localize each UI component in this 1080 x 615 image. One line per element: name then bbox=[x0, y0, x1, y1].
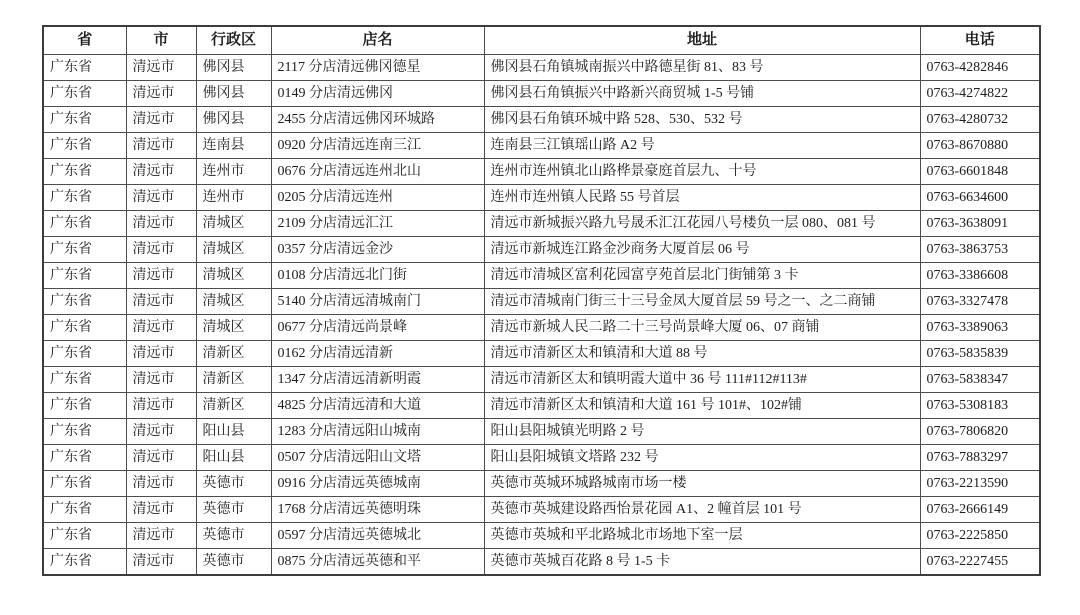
table-cell-city: 清远市 bbox=[126, 315, 196, 341]
table-cell-province: 广东省 bbox=[43, 159, 126, 185]
table-cell-address: 清远市新城连江路金沙商务大厦首层 06 号 bbox=[484, 237, 920, 263]
table-cell-phone: 0763-2666149 bbox=[920, 497, 1040, 523]
table-cell-district: 阳山县 bbox=[196, 445, 271, 471]
table-cell-phone: 0763-6634600 bbox=[920, 185, 1040, 211]
table-cell-city: 清远市 bbox=[126, 549, 196, 576]
table-cell-store-name: 2455 分店清远佛冈环城路 bbox=[271, 107, 484, 133]
table-cell-province: 广东省 bbox=[43, 133, 126, 159]
table-row bbox=[43, 55, 1040, 81]
table-cell-address: 清远市清新区太和镇明霞大道中 36 号 111#112#113# bbox=[484, 367, 920, 393]
table-cell-address: 清远市清城南门街三十三号金凤大厦首层 59 号之一、之二商铺 bbox=[484, 289, 920, 315]
table-cell-district: 佛冈县 bbox=[196, 107, 271, 133]
table-cell-phone: 0763-5835839 bbox=[920, 341, 1040, 367]
table-row bbox=[43, 211, 1040, 237]
table-cell-province: 广东省 bbox=[43, 237, 126, 263]
table-row bbox=[43, 185, 1040, 211]
table-cell-store-name: 0875 分店清远英德和平 bbox=[271, 549, 484, 576]
table-cell-district: 连州市 bbox=[196, 159, 271, 185]
table-row bbox=[43, 107, 1040, 133]
header-row bbox=[43, 26, 1040, 55]
col-header-address: 地址 bbox=[484, 26, 920, 55]
table-cell-store-name: 1283 分店清远阳山城南 bbox=[271, 419, 484, 445]
table-cell-city: 清远市 bbox=[126, 107, 196, 133]
table-cell-district: 佛冈县 bbox=[196, 81, 271, 107]
store-location-table bbox=[42, 25, 1041, 576]
col-header-province: 省 bbox=[43, 26, 126, 55]
table-row bbox=[43, 445, 1040, 471]
table-cell-province: 广东省 bbox=[43, 211, 126, 237]
table-cell-phone: 0763-3389063 bbox=[920, 315, 1040, 341]
col-header-city: 市 bbox=[126, 26, 196, 55]
table-cell-address: 连南县三江镇瑶山路 A2 号 bbox=[484, 133, 920, 159]
table-cell-district: 英德市 bbox=[196, 471, 271, 497]
table-cell-province: 广东省 bbox=[43, 419, 126, 445]
table-row bbox=[43, 341, 1040, 367]
table-cell-city: 清远市 bbox=[126, 185, 196, 211]
table-cell-city: 清远市 bbox=[126, 55, 196, 81]
table-cell-province: 广东省 bbox=[43, 393, 126, 419]
table-cell-city: 清远市 bbox=[126, 81, 196, 107]
table-cell-address: 连州市连州镇北山路桦景豪庭首层九、十号 bbox=[484, 159, 920, 185]
table-cell-store-name: 0920 分店清远连南三江 bbox=[271, 133, 484, 159]
table-cell-phone: 0763-3386608 bbox=[920, 263, 1040, 289]
table-cell-district: 清新区 bbox=[196, 367, 271, 393]
table-cell-store-name: 0507 分店清远阳山文塔 bbox=[271, 445, 484, 471]
table-row bbox=[43, 393, 1040, 419]
table-cell-district: 清新区 bbox=[196, 341, 271, 367]
table-cell-district: 英德市 bbox=[196, 523, 271, 549]
table-cell-phone: 0763-3863753 bbox=[920, 237, 1040, 263]
table-cell-address: 阳山县阳城镇光明路 2 号 bbox=[484, 419, 920, 445]
table-cell-province: 广东省 bbox=[43, 107, 126, 133]
table-cell-phone: 0763-2213590 bbox=[920, 471, 1040, 497]
table-cell-phone: 0763-4274822 bbox=[920, 81, 1040, 107]
table-cell-district: 清新区 bbox=[196, 393, 271, 419]
table-cell-city: 清远市 bbox=[126, 445, 196, 471]
table-cell-province: 广东省 bbox=[43, 523, 126, 549]
table-cell-address: 清远市清新区太和镇清和大道 88 号 bbox=[484, 341, 920, 367]
table-cell-store-name: 5140 分店清远清城南门 bbox=[271, 289, 484, 315]
table-cell-city: 清远市 bbox=[126, 237, 196, 263]
table-row bbox=[43, 523, 1040, 549]
table-cell-address: 阳山县阳城镇文塔路 232 号 bbox=[484, 445, 920, 471]
table-cell-city: 清远市 bbox=[126, 367, 196, 393]
table-cell-address: 连州市连州镇人民路 55 号首层 bbox=[484, 185, 920, 211]
table-cell-province: 广东省 bbox=[43, 497, 126, 523]
table-cell-phone: 0763-3327478 bbox=[920, 289, 1040, 315]
table-cell-city: 清远市 bbox=[126, 497, 196, 523]
table-cell-store-name: 1768 分店清远英德明珠 bbox=[271, 497, 484, 523]
table-cell-store-name: 0162 分店清远清新 bbox=[271, 341, 484, 367]
table-cell-province: 广东省 bbox=[43, 341, 126, 367]
table-cell-store-name: 0676 分店清远连州北山 bbox=[271, 159, 484, 185]
table-cell-city: 清远市 bbox=[126, 289, 196, 315]
table-cell-city: 清远市 bbox=[126, 419, 196, 445]
table-cell-store-name: 1347 分店清远清新明霞 bbox=[271, 367, 484, 393]
table-cell-city: 清远市 bbox=[126, 471, 196, 497]
table-row bbox=[43, 133, 1040, 159]
table-cell-address: 清远市清城区富利花园富亨苑首层北门街铺第 3 卡 bbox=[484, 263, 920, 289]
table-cell-city: 清远市 bbox=[126, 159, 196, 185]
table-cell-province: 广东省 bbox=[43, 263, 126, 289]
table-cell-province: 广东省 bbox=[43, 185, 126, 211]
table-body bbox=[43, 55, 1040, 576]
table-cell-province: 广东省 bbox=[43, 81, 126, 107]
table-row bbox=[43, 419, 1040, 445]
table-cell-district: 清城区 bbox=[196, 237, 271, 263]
table-cell-province: 广东省 bbox=[43, 315, 126, 341]
table-row bbox=[43, 497, 1040, 523]
table-cell-phone: 0763-8670880 bbox=[920, 133, 1040, 159]
table-row bbox=[43, 159, 1040, 185]
table-cell-address: 英德市英城建设路西怡景花园 A1、2 幢首层 101 号 bbox=[484, 497, 920, 523]
table-cell-store-name: 2109 分店清远汇江 bbox=[271, 211, 484, 237]
table-cell-store-name: 0108 分店清远北门街 bbox=[271, 263, 484, 289]
table-cell-phone: 0763-4282846 bbox=[920, 55, 1040, 81]
table-cell-address: 英德市英城和平北路城北市场地下室一层 bbox=[484, 523, 920, 549]
table-cell-address: 佛冈县石角镇环城中路 528、530、532 号 bbox=[484, 107, 920, 133]
table-cell-store-name: 0916 分店清远英德城南 bbox=[271, 471, 484, 497]
table-cell-district: 连州市 bbox=[196, 185, 271, 211]
table-row bbox=[43, 237, 1040, 263]
table-cell-district: 阳山县 bbox=[196, 419, 271, 445]
table-cell-province: 广东省 bbox=[43, 445, 126, 471]
table-cell-store-name: 0149 分店清远佛冈 bbox=[271, 81, 484, 107]
table-cell-province: 广东省 bbox=[43, 471, 126, 497]
table-cell-province: 广东省 bbox=[43, 289, 126, 315]
table-cell-phone: 0763-4280732 bbox=[920, 107, 1040, 133]
table-cell-district: 清城区 bbox=[196, 211, 271, 237]
table-cell-province: 广东省 bbox=[43, 549, 126, 576]
table-cell-store-name: 0597 分店清远英德城北 bbox=[271, 523, 484, 549]
table-cell-city: 清远市 bbox=[126, 341, 196, 367]
table-cell-district: 清城区 bbox=[196, 263, 271, 289]
col-header-store-name: 店名 bbox=[271, 26, 484, 55]
table-cell-city: 清远市 bbox=[126, 263, 196, 289]
table-cell-district: 英德市 bbox=[196, 549, 271, 576]
col-header-district: 行政区 bbox=[196, 26, 271, 55]
table-cell-district: 清城区 bbox=[196, 289, 271, 315]
table-row bbox=[43, 367, 1040, 393]
table-cell-store-name: 0205 分店清远连州 bbox=[271, 185, 484, 211]
table-cell-address: 英德市英城环城路城南市场一楼 bbox=[484, 471, 920, 497]
table-cell-city: 清远市 bbox=[126, 393, 196, 419]
table-cell-address: 清远市新城人民二路二十三号尚景峰大厦 06、07 商铺 bbox=[484, 315, 920, 341]
table-row bbox=[43, 315, 1040, 341]
table-cell-district: 清城区 bbox=[196, 315, 271, 341]
table-cell-phone: 0763-2227455 bbox=[920, 549, 1040, 576]
table-cell-district: 佛冈县 bbox=[196, 55, 271, 81]
table-row bbox=[43, 263, 1040, 289]
table-cell-province: 广东省 bbox=[43, 55, 126, 81]
table-cell-province: 广东省 bbox=[43, 367, 126, 393]
col-header-phone: 电话 bbox=[920, 26, 1040, 55]
table-cell-phone: 0763-3638091 bbox=[920, 211, 1040, 237]
table-cell-address: 清远市清新区太和镇清和大道 161 号 101#、102#铺 bbox=[484, 393, 920, 419]
table-cell-phone: 0763-2225850 bbox=[920, 523, 1040, 549]
table-row bbox=[43, 471, 1040, 497]
table-cell-city: 清远市 bbox=[126, 133, 196, 159]
table-row bbox=[43, 81, 1040, 107]
table-cell-store-name: 0677 分店清远尚景峰 bbox=[271, 315, 484, 341]
table-cell-phone: 0763-7806820 bbox=[920, 419, 1040, 445]
table-cell-district: 英德市 bbox=[196, 497, 271, 523]
table-cell-store-name: 2117 分店清远佛冈德星 bbox=[271, 55, 484, 81]
table-cell-store-name: 0357 分店清远金沙 bbox=[271, 237, 484, 263]
table-row bbox=[43, 549, 1040, 576]
table-cell-city: 清远市 bbox=[126, 523, 196, 549]
table-cell-phone: 0763-5838347 bbox=[920, 367, 1040, 393]
table-cell-address: 佛冈县石角镇振兴中路新兴商贸城 1-5 号铺 bbox=[484, 81, 920, 107]
table-cell-district: 连南县 bbox=[196, 133, 271, 159]
table-cell-address: 佛冈县石角镇城南振兴中路德星街 81、83 号 bbox=[484, 55, 920, 81]
table-cell-phone: 0763-7883297 bbox=[920, 445, 1040, 471]
table-cell-store-name: 4825 分店清远清和大道 bbox=[271, 393, 484, 419]
table-cell-address: 清远市新城振兴路九号晟禾汇江花园八号楼负一层 080、081 号 bbox=[484, 211, 920, 237]
table-cell-address: 英德市英城百花路 8 号 1-5 卡 bbox=[484, 549, 920, 576]
table-cell-city: 清远市 bbox=[126, 211, 196, 237]
table-cell-phone: 0763-6601848 bbox=[920, 159, 1040, 185]
table-row bbox=[43, 289, 1040, 315]
table-cell-phone: 0763-5308183 bbox=[920, 393, 1040, 419]
